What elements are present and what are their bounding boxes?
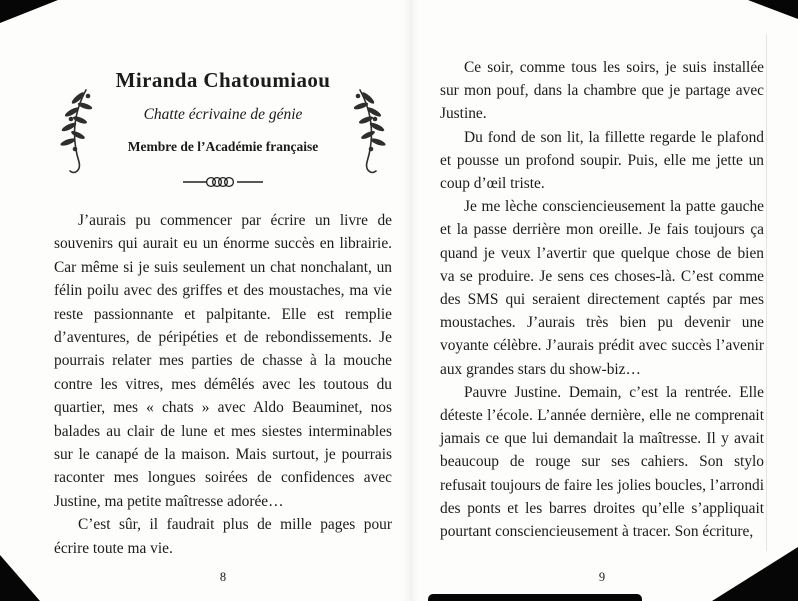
divider-wrap	[54, 172, 392, 197]
page-left	[54, 0, 392, 601]
chapter-affiliation: Membre de l’Académie française	[127, 139, 319, 154]
divider-squiggle-icon	[181, 172, 265, 192]
left-body-text	[54, 209, 392, 560]
title-block	[54, 68, 392, 155]
paragraph: J’aurais pu commencer par écrire un livre de souvenirs qui aurait eu un énorme succès en librairie. Car même si je suis seulement un chat nonchalant, un félin poilu avec des griffes et des moustaches, ma vie reste passionnante et palpitante. Elle est remplie d’aventures, de péripéties et de rebondissements. Je pourrais relater mes parties de chasse à la mouche contre les vitres, mes démêlés avec les toutous du quartier, mes « chats » avec Aldo Beauminet, nos balades au clair de lune et mes siestes interminables sur le canapé de la maison. Mais surtout, je pourrais raconter mes longues soirées de confidences avec Justine, ma petite maîtresse adorée…	[54, 212, 392, 510]
page-number-right: 9	[598, 570, 606, 584]
paragraph: C’est sûr, il faudrait plus de mille pages pour écrire toute ma vie.	[54, 516, 392, 557]
olive-branch-right-icon	[350, 86, 402, 176]
olive-branch-left-icon	[44, 86, 96, 176]
page-number-left: 8	[219, 570, 227, 584]
paragraph: Ce soir, comme tous les soirs, je suis installée sur mon pouf, dans la chambre que je partage avec Justine.	[440, 59, 764, 123]
right-body-text	[440, 0, 764, 543]
scan-corner-top-left	[0, 0, 58, 23]
paragraph: Pauvre Justine. Demain, c’est la rentrée. Elle déteste l’école. L’année dernière, elle ne comprenait jamais ce que lui demandait la maîtresse. Il y avait beaucoup de rouge sur ses cahiers. Son stylo refusait toujours de faire les jolies boucles, l’arrondi des ponts et les barres droites qu’elle s’appliquait pourtant consciencieusement à tracer. Son écriture,	[440, 383, 764, 541]
paragraph: Je me lèche consciencieusement la patte gauche et la passe derrière mon oreille. Je fais toujours ça quand je veux l’avertir que quelque chose de bien va se produire. Je sens ces choses-là. C’est comme des SMS qui seraient directement captés par mes moustaches. J’aurais très bien pu devenir une voyante célèbre. J’aurais prédit avec succès l’avenir aux grandes stars du show-biz…	[440, 198, 764, 378]
page-gutter	[403, 0, 419, 601]
paragraph: Du fond de son lit, la fillette regarde le plafond et pousse un profond soupir. Puis, elle me jette un coup d’œil triste.	[440, 128, 764, 193]
chapter-header	[54, 0, 392, 197]
chapter-title: Miranda Chatoumiaou	[115, 68, 331, 92]
page-right	[440, 0, 764, 601]
chapter-subtitle: Chatte écrivaine de génie	[143, 106, 303, 123]
scan-bottom-edge	[428, 594, 642, 601]
scan-corner-bottom-left	[0, 555, 40, 601]
page-edge-line	[766, 34, 767, 551]
